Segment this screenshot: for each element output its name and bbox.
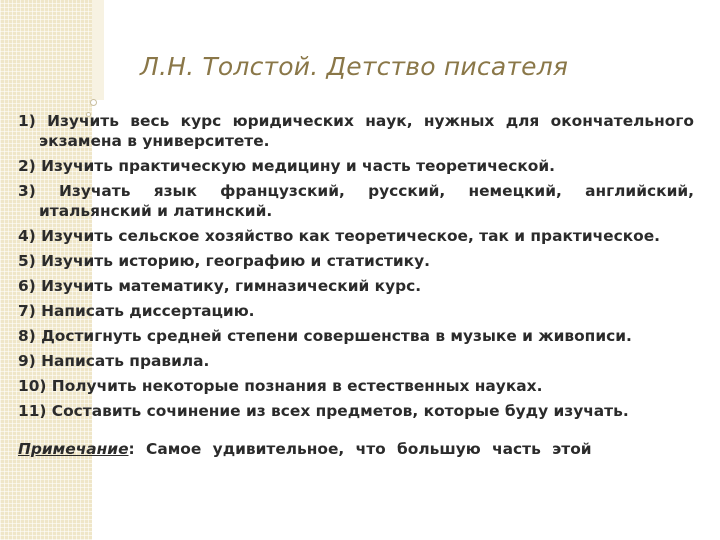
list-item: 11) Составить сочинение из всех предметов, которые буду изучать. [18, 402, 629, 420]
header-accent [92, 0, 104, 100]
slide-content [18, 111, 694, 474]
list-item: 5) Изучить историю, географию и статистику. [18, 252, 430, 270]
note-text: : Самое удивительное, что большую часть этой [128, 440, 592, 458]
list-item: 4) Изучить сельское хозяйство как теоретическое, так и практическое. [18, 227, 661, 245]
list-item: 8) Достигнуть средней степени совершенства в музыке и живописи. [18, 327, 632, 345]
note-label: Примечание [18, 440, 129, 458]
list-item: 7) Написать диссертацию. [18, 302, 255, 320]
list-item: 1) Изучить весь курс юридических наук, нужных для окончательного экзамена в университете. [18, 112, 694, 150]
decorative-dot [90, 99, 97, 106]
list-item: 9) Написать правила. [18, 352, 210, 370]
list-item: 10) Получить некоторые познания в естественных науках. [18, 377, 543, 395]
list-item: 6) Изучить математику, гимназический курс. [18, 277, 422, 295]
list-item: 3) Изучать язык французский, русский, немецкий, английский, итальянский и латинский. [18, 182, 694, 220]
slide-title: Л.Н. Толстой. Детство писателя [140, 52, 569, 81]
note-paragraph [18, 439, 694, 459]
list-item: 2) Изучить практическую медицину и часть теоретической. [18, 157, 555, 175]
